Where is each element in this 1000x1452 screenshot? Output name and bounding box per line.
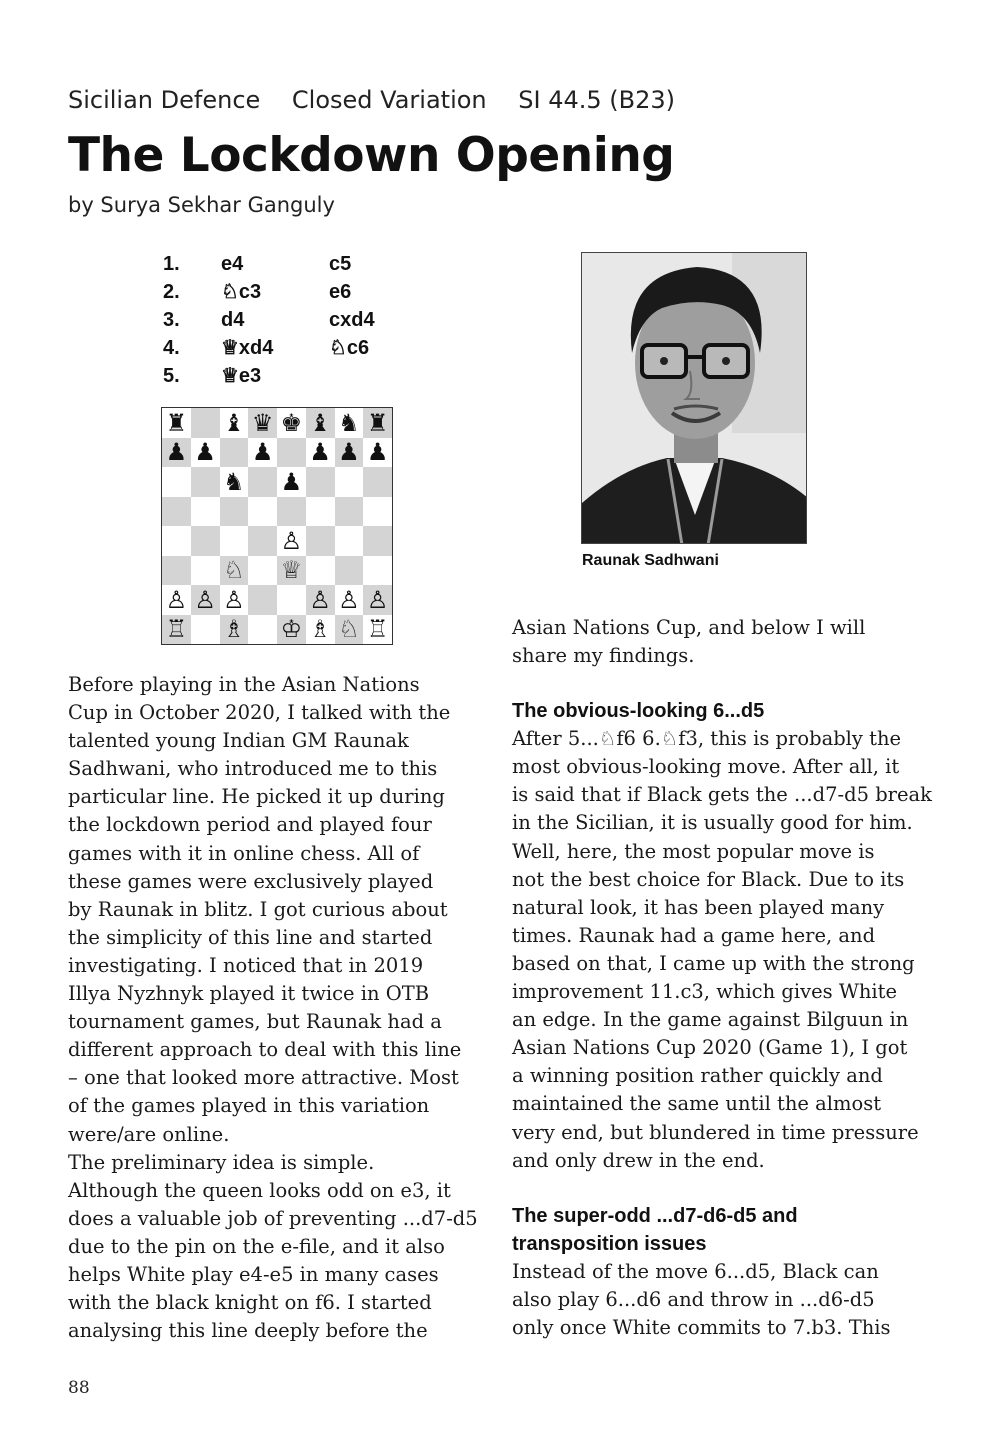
- move-row: [163, 334, 423, 362]
- board-square: ♚: [277, 408, 306, 438]
- chess-diagram: [161, 407, 393, 645]
- text-line: natural look, it has been played many: [512, 895, 885, 919]
- text-line: Well, here, the most popular move is: [512, 839, 875, 863]
- board-square: ♗: [220, 615, 249, 645]
- paragraph-idea: [68, 1149, 488, 1346]
- text-line: Asian Nations Cup 2020 (Game 1), I got: [512, 1036, 908, 1060]
- board-square: [306, 556, 335, 586]
- text-line: the simplicity of this line and started: [68, 925, 433, 949]
- board-square: [191, 408, 220, 438]
- left-column: [68, 671, 488, 1345]
- move-row: [163, 306, 423, 334]
- text-line: Cup in October 2020, I talked with the: [68, 701, 451, 725]
- text-line: were/are online.: [68, 1122, 230, 1146]
- white-move: ♕e3: [221, 365, 262, 387]
- text-line: times. Raunak had a game here, and: [512, 923, 876, 947]
- board-square: ♝: [306, 408, 335, 438]
- board-square: ♙: [306, 585, 335, 615]
- board-square: [191, 497, 220, 527]
- board-square: [220, 526, 249, 556]
- white-move: d4: [221, 309, 245, 331]
- board-square: [335, 526, 364, 556]
- move-row: [163, 278, 423, 306]
- portrait-image: [582, 253, 807, 544]
- text-line: based on that, I came up with the strong: [512, 951, 915, 975]
- page-number: 88: [68, 1378, 90, 1398]
- board-square: ♞: [220, 467, 249, 497]
- board-square: [191, 615, 220, 645]
- text-line: only once White commits to 7.b3. This: [512, 1315, 891, 1339]
- text-line: Although the queen looks odd on e3, it: [68, 1178, 451, 1202]
- text-line: particular line. He picked it up during: [68, 785, 445, 809]
- text-line: with the black knight on f6. I started: [68, 1291, 432, 1315]
- board-square: ♙: [335, 585, 364, 615]
- board-square: [248, 497, 277, 527]
- move-list: [163, 250, 423, 390]
- board-square: [162, 526, 191, 556]
- board-square: [363, 497, 392, 527]
- board-square: ♟: [306, 438, 335, 468]
- section-heading-1: The obvious-looking 6...d5: [512, 700, 765, 723]
- board-square: [191, 467, 220, 497]
- text-line: an edge. In the game against Bilguun in: [512, 1008, 909, 1032]
- text-line: improvement 11.c3, which gives White: [512, 980, 898, 1004]
- board-square: [162, 467, 191, 497]
- board-square: [191, 526, 220, 556]
- text-line: tournament games, but Raunak had a: [68, 1010, 442, 1034]
- paragraph-section-2: [512, 1258, 942, 1342]
- board-square: [248, 467, 277, 497]
- text-line: talented young Indian GM Raunak: [68, 729, 409, 753]
- text-line: the lockdown period and played four: [68, 813, 432, 837]
- text-line: by Raunak in blitz. I got curious about: [68, 897, 448, 921]
- board-square: [335, 467, 364, 497]
- article-title: The Lockdown Opening: [68, 128, 675, 183]
- section-heading-2-line-1: The super-odd ...d7-d6-d5 and: [512, 1204, 798, 1227]
- text-line: Asian Nations Cup, and below I will: [512, 616, 866, 639]
- board-square: [248, 585, 277, 615]
- board-square: [363, 526, 392, 556]
- text-line: in the Sicilian, it is usually good for him.: [512, 811, 913, 835]
- text-line: After 5...♘f6 6.♘f3, this is probably the: [512, 727, 902, 751]
- board-square: ♛: [248, 408, 277, 438]
- board-square: ♟: [363, 438, 392, 468]
- board-square: ♘: [335, 615, 364, 645]
- paragraph-intro: [68, 671, 488, 1149]
- board-square: ♞: [335, 408, 364, 438]
- text-line: of the games played in this variation: [68, 1094, 430, 1118]
- text-line: a winning position rather quickly and: [512, 1064, 883, 1088]
- text-line: due to the pin on the e-file, and it also: [68, 1234, 445, 1258]
- white-move: e4: [221, 253, 244, 275]
- text-line: maintained the same until the almost: [512, 1092, 882, 1116]
- opening-code: SI 44.5 (B23): [518, 86, 676, 114]
- board-square: [277, 585, 306, 615]
- black-move: cxd4: [329, 309, 375, 331]
- text-line: investigating. I noticed that in 2019: [68, 953, 424, 977]
- move-row: [163, 250, 423, 278]
- board-square: [162, 497, 191, 527]
- board-square: ♙: [277, 526, 306, 556]
- board-square: [191, 556, 220, 586]
- text-line: not the best choice for Black. Due to its: [512, 867, 905, 891]
- board-square: [248, 526, 277, 556]
- board-square: ♙: [162, 585, 191, 615]
- board-square: [363, 467, 392, 497]
- move-number: 5.: [163, 365, 180, 387]
- text-line: most obvious-looking move. After all, it: [512, 755, 900, 779]
- black-move: e6: [329, 281, 352, 303]
- author-byline: by Surya Sekhar Ganguly: [68, 193, 335, 217]
- board-square: ♖: [363, 615, 392, 645]
- header-line: [68, 86, 699, 114]
- board-square: [277, 497, 306, 527]
- text-line: different approach to deal with this line: [68, 1038, 462, 1062]
- board-square: ♟: [191, 438, 220, 468]
- board-square: [335, 556, 364, 586]
- text-line: helps White play e4-e5 in many cases: [68, 1262, 439, 1286]
- text-line: also play 6...d6 and throw in ...d6-d5: [512, 1287, 875, 1311]
- paragraph-section-1: [512, 725, 942, 1175]
- variation-name: Closed Variation: [291, 86, 487, 114]
- right-column: [512, 614, 942, 1342]
- white-move: ♕xd4: [221, 337, 274, 359]
- board-square: ♕: [277, 556, 306, 586]
- text-line: very end, but blundered in time pressure: [512, 1120, 919, 1144]
- text-line: does a valuable job of preventing ...d7-d5: [68, 1206, 478, 1230]
- board-square: [306, 467, 335, 497]
- board-square: ♔: [277, 615, 306, 645]
- text-line: these games were exclusively played: [68, 869, 434, 893]
- text-line: and only drew in the end.: [512, 1148, 765, 1172]
- board-square: ♟: [162, 438, 191, 468]
- move-row: [163, 362, 423, 390]
- board-square: ♖: [162, 615, 191, 645]
- board-square: ♟: [277, 467, 306, 497]
- board-square: ♘: [220, 556, 249, 586]
- board-square: [277, 438, 306, 468]
- text-line: is said that if Black gets the ...d7-d5 break: [512, 783, 932, 807]
- text-line: Before playing in the Asian Nations: [68, 673, 420, 696]
- board-square: ♟: [248, 438, 277, 468]
- board-square: [220, 438, 249, 468]
- board-square: ♝: [220, 408, 249, 438]
- player-photo: [581, 252, 807, 544]
- board-square: [306, 526, 335, 556]
- text-line: games with it in online chess. All of: [68, 841, 420, 865]
- text-line: – one that looked more attractive. Most: [68, 1066, 459, 1090]
- board-square: [248, 556, 277, 586]
- board-square: [248, 615, 277, 645]
- board-square: [363, 556, 392, 586]
- text-line: The preliminary idea is simple.: [68, 1150, 375, 1174]
- paragraph-continued: [512, 614, 942, 670]
- text-line: Sadhwani, who introduced me to this: [68, 757, 438, 781]
- move-number: 2.: [163, 281, 180, 303]
- board-square: [162, 556, 191, 586]
- section-heading-2-line-2: transposition issues: [512, 1232, 707, 1255]
- board-square: [335, 497, 364, 527]
- board-square: ♜: [162, 408, 191, 438]
- text-line: Illya Nyzhnyk played it twice in OTB: [68, 982, 430, 1006]
- text-line: share my findings.: [512, 644, 695, 668]
- board-square: ♙: [220, 585, 249, 615]
- black-move: c5: [329, 253, 352, 275]
- black-move: ♘c6: [329, 337, 370, 359]
- board-square: ♜: [363, 408, 392, 438]
- photo-caption: Raunak Sadhwani: [582, 552, 719, 569]
- move-number: 4.: [163, 337, 180, 359]
- move-number: 3.: [163, 309, 180, 331]
- text-line: Instead of the move 6...d5, Black can: [512, 1259, 879, 1283]
- white-move: ♘c3: [221, 281, 262, 303]
- board-square: ♙: [191, 585, 220, 615]
- text-line: analysing this line deeply before the: [68, 1319, 428, 1343]
- board-square: ♗: [306, 615, 335, 645]
- board-square: ♟: [335, 438, 364, 468]
- opening-name: Sicilian Defence: [68, 86, 261, 114]
- move-number: 1.: [163, 253, 180, 275]
- board-square: [220, 497, 249, 527]
- board-square: ♙: [363, 585, 392, 615]
- board-square: [306, 497, 335, 527]
